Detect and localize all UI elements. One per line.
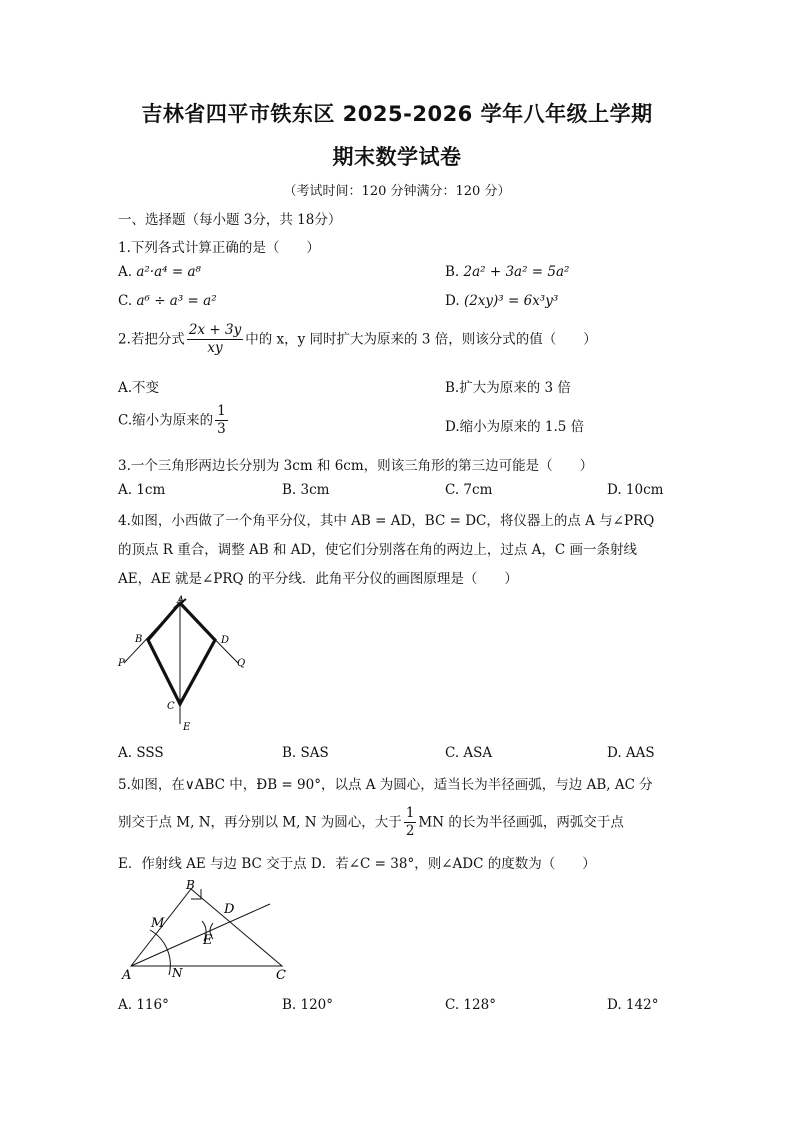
q1-option-b-label: B. [445, 264, 460, 280]
q2-option-c [118, 403, 230, 438]
q4-line2: 的顶点 R 重合，调整 AB 和 AD，使它们分别落在角的两边上，过点 A，C 画一条射线 [118, 542, 638, 558]
q1-option-c-expr: a⁶ ÷ a³ = a² [136, 293, 217, 309]
q2-fraction-denominator: xy [207, 340, 223, 356]
q5-option-c: C. 128° [445, 997, 496, 1013]
q1-stem: 1.下列各式计算正确的是（ ） [118, 240, 320, 256]
q5-line2-end: MN 的长为半径画弧，两弧交于点 [418, 814, 624, 831]
q5-triangle-figure [112, 877, 286, 984]
q5-option-b: B. 120° [282, 997, 334, 1013]
q1-option-b [445, 264, 569, 280]
q4-label-p: P [118, 658, 125, 669]
q2-option-c-numerator: 1 [217, 403, 226, 419]
q5-fraction-numerator: 1 [405, 805, 415, 821]
q1-option-a-label: A. [118, 264, 133, 280]
q1-option-c [118, 293, 217, 309]
q3-stem: 3.一个三角形两边长分别为 3cm 和 6cm，则该三角形的第三边可能是（ ） [118, 458, 594, 474]
q3-option-b: B. 3cm [282, 482, 330, 498]
q2-option-a: A.不变 [118, 380, 160, 396]
q4-option-c: C. ASA [445, 745, 493, 761]
q2-prefix: 2.若把分式 [118, 331, 185, 348]
q2-fraction-numerator: 2x + 3y [188, 322, 242, 338]
q5-label-m: M [151, 916, 165, 931]
q5-label-e: E [203, 933, 213, 948]
q4-option-a: A. SSS [118, 745, 164, 761]
q3-option-a: A. 1cm [118, 482, 166, 498]
q1-option-c-label: C. [118, 293, 133, 309]
q1-option-d-label: D. [445, 293, 460, 309]
q4-angle-bisector-figure [110, 592, 260, 737]
q2-option-c-denominator: 3 [217, 421, 226, 437]
section-heading: 一、选择题（每小题 3分，共 18分） [118, 212, 342, 228]
q4-option-d: D. AAS [607, 745, 655, 761]
q2-option-b: B.扩大为原来的 3 倍 [445, 380, 571, 396]
q1-option-a [118, 264, 201, 280]
q5-label-b: B [186, 878, 195, 892]
q2-option-d: D.缩小为原来的 1.5 倍 [445, 419, 585, 435]
q2-option-c-fraction [215, 403, 228, 438]
q4-label-a: A [177, 595, 185, 606]
q5-line1: 5.如图，在∨ABC 中，ÐB = 90°，以点 A 为圆心，适当长为半径画弧，与边 AB, AC 分 [118, 777, 653, 793]
q5-label-c: C [276, 968, 286, 983]
q1-option-d-expr: (2xy)³ = 6x³y³ [463, 293, 559, 309]
q2-fraction [187, 322, 243, 357]
q5-line2-start: 别交于点 M, N，再分别以 M, N 为圆心，大于 [118, 814, 402, 831]
q4-label-e: E [183, 722, 191, 733]
q3-option-d: D. 10cm [607, 482, 664, 498]
q4-line1: 4.如图，小西做了一个角平分仪，其中 AB = AD，BC = DC，将仪器上的点 A 与∠PRQ [118, 513, 655, 529]
exam-info: （考试时间：120 分钟满分：120 分） [283, 184, 511, 199]
q1-option-b-expr: 2a² + 3a² = 5a² [463, 264, 570, 280]
q5-ray-ae [131, 904, 270, 966]
q4-label-b: B [135, 634, 143, 645]
q2-stem [118, 322, 597, 357]
q2-option-c-prefix: C.缩小为原来的 [118, 412, 214, 429]
q1-option-a-expr: a²·a⁴ = a⁸ [136, 264, 201, 280]
q4-label-d: D [221, 635, 230, 646]
q5-label-n: N [172, 966, 183, 980]
page-title-line2: 期末数学试卷 [332, 145, 462, 169]
q5-fraction [404, 805, 417, 840]
q4-line3: AE，AE 就是∠PRQ 的平分线．此角平分仪的画图原理是（ ） [118, 571, 518, 587]
q5-option-a: A. 116° [118, 997, 169, 1013]
q4-label-q: Q [237, 658, 246, 669]
q4-kite-abcd [148, 603, 215, 704]
q5-label-d: D [224, 902, 235, 917]
q4-label-c: C [167, 701, 175, 712]
q4-option-b: B. SAS [282, 745, 329, 761]
q5-label-a: A [122, 968, 132, 983]
q5-line2 [118, 805, 624, 840]
q5-fraction-denominator: 2 [405, 823, 415, 839]
q5-option-d: D. 142° [607, 997, 659, 1013]
q2-suffix: 中的 x，y 同时扩大为原来的 3 倍，则该分式的值（ ） [245, 331, 597, 348]
q3-option-c: C. 7cm [445, 482, 493, 498]
page-title-line1: 吉林省四平市铁东区 2025-2026 学年八年级上学期 [141, 102, 653, 126]
q5-line3: E．作射线 AE 与边 BC 交于点 D．若∠C = 38°，则∠ADC 的度数为（ ） [118, 856, 596, 872]
q1-option-d [445, 293, 558, 309]
